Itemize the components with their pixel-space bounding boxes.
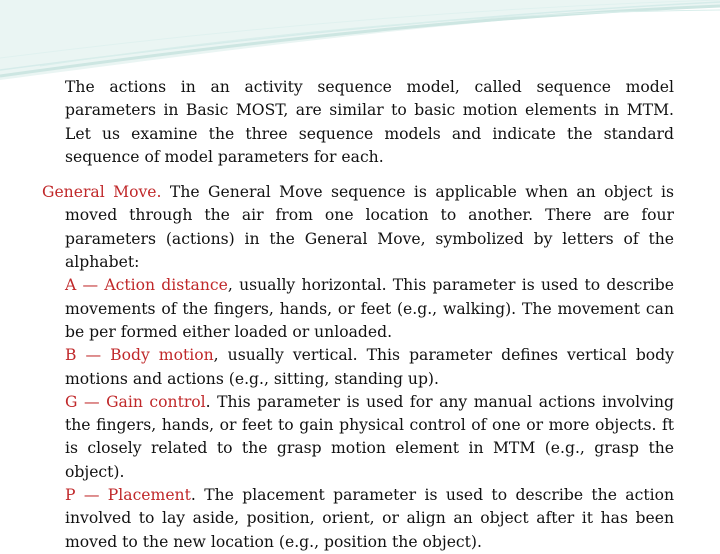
parameter-text: . This parameter is used for any manual actions involving the fingers, hands, or feet to gain physical control of one or more objects. ft is closely related to the grasp motion element in MTM (e.g., grasp the object).	[65, 392, 674, 481]
parameter-item-a	[42, 274, 674, 344]
parameter-text: , usually horizontal. This parameter is used to describe movements of the fingers, hands, or feet (e.g., walking). The movement can be per formed either loaded or unloaded.	[65, 276, 675, 341]
intro-paragraph	[42, 76, 674, 169]
general-move-heading: General Move.	[42, 183, 162, 202]
general-move-text: The General Move sequence is applicable when an object is moved through the air from one location to another. There are four parameters (actions) in the General Move, symbolized by letters of the alphabet:	[65, 183, 674, 272]
parameter-term: G — Gain control	[65, 392, 206, 411]
parameter-item-g	[42, 391, 674, 484]
parameter-text: . The placement parameter is used to describe the action involved to lay aside, position, orient, or align an object after it has been moved to the new location (e.g., position the object).	[65, 486, 675, 551]
header-decoration	[0, 0, 720, 80]
parameter-item-b	[42, 344, 674, 391]
parameter-item-p	[42, 484, 674, 554]
slide-content	[42, 76, 674, 554]
parameter-term: P — Placement	[65, 486, 191, 505]
intro-text: The actions in an activity sequence model, called sequence model parameters in Basic MOST, are similar to basic motion elements in MTM. Let us examine the three sequence models and indicate the standard sequence of model parameters for each.	[65, 78, 674, 166]
parameter-term: B — Body motion	[65, 346, 214, 365]
parameter-text: , usually vertical. This parameter defines vertical body motions and actions (e.g., sitting, standing up).	[65, 346, 674, 388]
parameter-term: A — Action distance	[65, 276, 228, 295]
general-move-paragraph	[42, 181, 674, 274]
